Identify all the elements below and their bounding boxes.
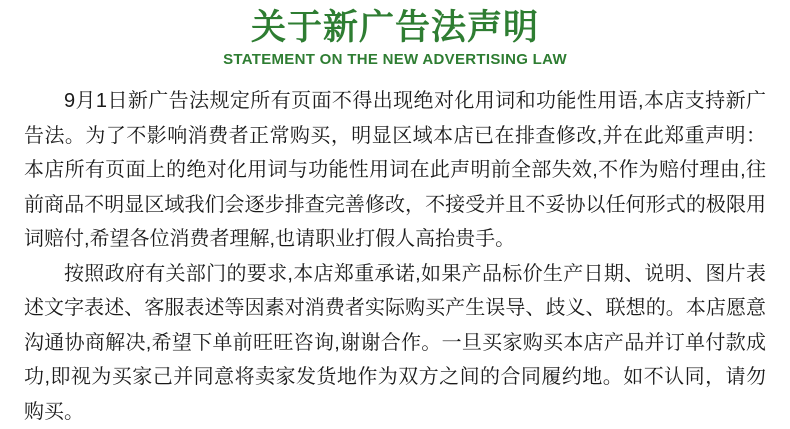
statement-body	[24, 84, 766, 429]
statement-header	[0, 0, 790, 70]
statement-paragraph-2: 按照政府有关部门的要求,本店郑重承诺,如果产品标价生产日期、说明、图片表述文字表述、客服表述等因素对消费者实际购买产生误导、歧义、联想的。本店愿意沟通协商解决,希望下单前旺旺咨询,谢谢合作。一旦买家购买本店产品并订单付款成功,即视为买家己并同意将卖家发货地作为双方之间的合同履约地。如不认同，请勿购买。	[24, 262, 766, 423]
page-subtitle: STATEMENT ON THE NEW ADVERTISING LAW	[223, 51, 567, 68]
page-title: 关于新广告法声明	[250, 8, 539, 47]
statement-paragraph-1: 9月1日新广告法规定所有页面不得出现绝对化用词和功能性用语,本店支持新广告法。为了不影响消费者正常购买，明显区域本店已在排查修改,并在此郑重声明：本店所有页面上的绝对化用词与功能性用词在此声明前全部失效,不作为赔付理由,往前商品不明显区域我们会逐步排查完善修改，不接受并且不妥协以任何形式的极限用词赔付,希望各位消费者理解,也请职业打假人高抬贵手。	[24, 90, 766, 250]
